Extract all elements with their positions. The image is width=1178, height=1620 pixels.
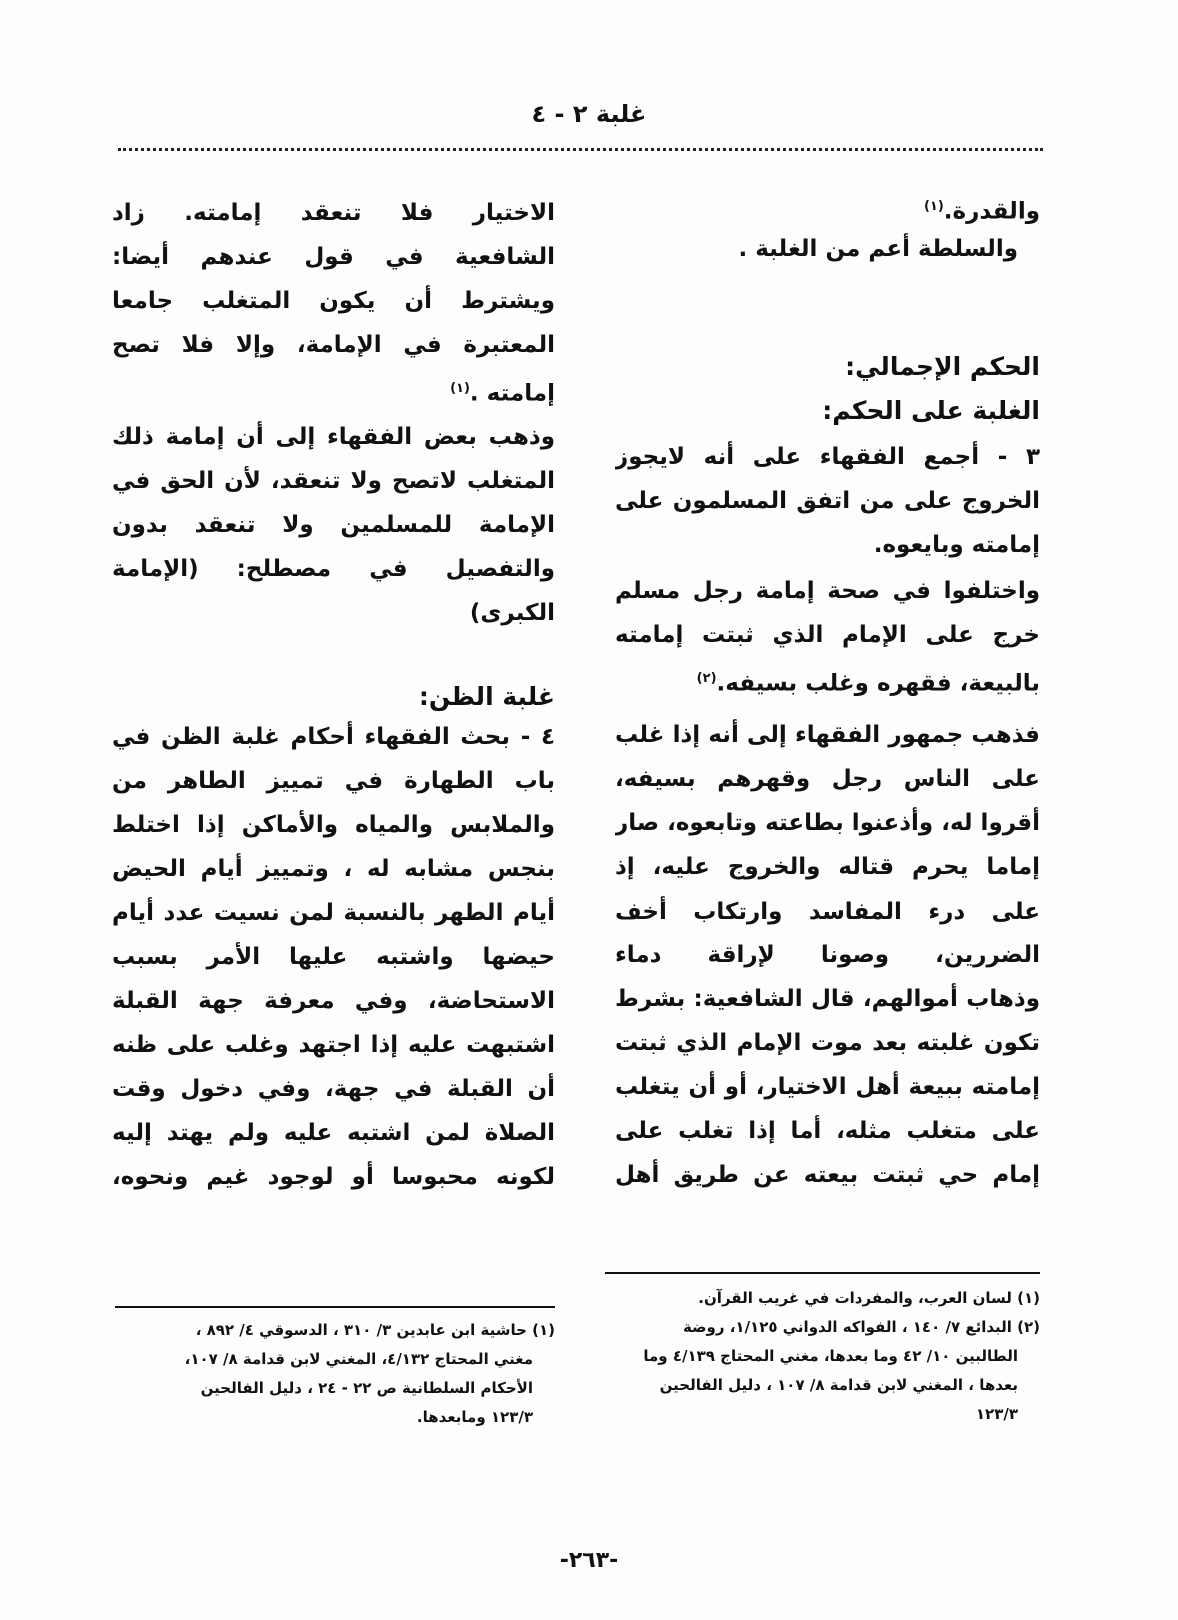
text-line bbox=[112, 328, 555, 362]
footnote-line: ١٢٣/٣ bbox=[975, 1405, 1018, 1423]
left-footnote-separator bbox=[115, 1306, 555, 1308]
text-line bbox=[112, 196, 555, 230]
footnote-line: الأحكام السلطانية ص ٢٢ - ٢٤ ، دليل الفالحين bbox=[200, 1379, 533, 1397]
footnote-reference: (٢) bbox=[696, 671, 717, 686]
text-line bbox=[615, 1026, 1040, 1060]
line-text: أيام الطهر بالنسبة لمن نسيت عدد أيام bbox=[112, 900, 555, 926]
line-text: الكبرى) bbox=[469, 600, 555, 626]
text-line bbox=[615, 190, 1040, 224]
text-line bbox=[615, 850, 1040, 884]
line-text: والقدرة. bbox=[943, 198, 1040, 225]
line-text: الغلبة على الحكم: bbox=[822, 396, 1040, 425]
text-line bbox=[112, 808, 555, 842]
text-line bbox=[112, 464, 555, 498]
text-line bbox=[615, 232, 1040, 266]
line-text: ويشترط أن يكون المتغلب جامعا bbox=[112, 288, 555, 314]
text-line bbox=[615, 528, 1040, 562]
section-heading bbox=[615, 394, 1040, 428]
line-text: بنجس مشابه له ، وتمييز أيام الحيض bbox=[112, 856, 555, 882]
text-line bbox=[112, 420, 555, 454]
text-line bbox=[112, 896, 555, 930]
line-text: غلبة الظن: bbox=[418, 682, 555, 711]
text-line bbox=[112, 508, 555, 542]
footnote-line: بعدها ، المغني لابن قدامة ٨/ ١٠٧ ، دليل الفالحين bbox=[659, 1376, 1018, 1394]
text-line bbox=[112, 1160, 555, 1194]
line-text: خرج على الإمام الذي ثبتت إمامته bbox=[615, 622, 1040, 648]
text-line bbox=[112, 940, 555, 974]
line-text: الصلاة لمن اشتبه عليه ولم يهتد إليه bbox=[112, 1120, 555, 1146]
line-text: تكون غلبته بعد موت الإمام الذي ثبتت bbox=[615, 1030, 1040, 1056]
line-text: إماما يحرم قتاله والخروج عليه، إذ bbox=[615, 854, 1040, 880]
text-line bbox=[615, 574, 1040, 608]
line-text: فذهب جمهور الفقهاء إلى أنه إذا غلب bbox=[615, 722, 1040, 748]
line-text: الاستحاضة، وفي معرفة جهة القبلة bbox=[112, 988, 555, 1014]
text-line bbox=[615, 938, 1040, 972]
footnote-reference: (١) bbox=[450, 381, 470, 396]
section-heading bbox=[615, 350, 1040, 384]
text-line bbox=[112, 984, 555, 1018]
text-line bbox=[112, 240, 555, 274]
line-text: واختلفوا في صحة إمامة رجل مسلم bbox=[615, 578, 1040, 604]
line-text: الحكم الإجمالي: bbox=[845, 352, 1040, 381]
line-text: وذهب بعض الفقهاء إلى أن إمامة ذلك bbox=[112, 424, 555, 450]
line-text: الخروج على من اتفق المسلمون على bbox=[615, 488, 1040, 514]
footnote-line: (١) لسان العرب، والمفردات في غريب القرآن. bbox=[698, 1289, 1040, 1307]
line-text: على درء المفاسد وارتكاب أخف bbox=[615, 899, 1040, 925]
text-line bbox=[615, 484, 1040, 518]
footnote-line: (٢) البدائع ٧/ ١٤٠ ، الفواكه الدواني ١/١٢٥، روضة bbox=[682, 1318, 1040, 1336]
line-text: وذهاب أموالهم، قال الشافعية: بشرط bbox=[615, 986, 1040, 1012]
line-text: الضررين، وصونا لإراقة دماء bbox=[615, 942, 1040, 968]
text-line bbox=[112, 1116, 555, 1150]
section-heading bbox=[112, 680, 555, 714]
line-text: المعتبرة في الإمامة، وإلا فلا تصح bbox=[112, 332, 555, 358]
line-text: أن القبلة في جهة، وفي دخول وقت bbox=[112, 1076, 555, 1102]
text-line bbox=[615, 662, 1040, 696]
footnote-reference: (١) bbox=[923, 199, 944, 214]
line-text: الإمامة للمسلمين ولا تنعقد بدون bbox=[112, 512, 555, 538]
text-line bbox=[112, 1072, 555, 1106]
line-text: اشتبهت عليه إذا اجتهد وغلب على ظنه bbox=[112, 1032, 555, 1058]
text-line bbox=[615, 895, 1040, 929]
line-text: إمامته . bbox=[469, 380, 555, 407]
line-text: إمامته وبايعوه. bbox=[873, 532, 1040, 558]
line-text: والملابس والمياه والأماكن إذا اختلط bbox=[112, 812, 555, 838]
text-line bbox=[112, 552, 555, 586]
text-line bbox=[615, 762, 1040, 796]
text-line bbox=[615, 1158, 1040, 1192]
text-line bbox=[615, 718, 1040, 752]
text-line bbox=[615, 618, 1040, 652]
footnote-line: الطالبين ١٠/ ٤٢ وما بعدها، مغني المحتاج ٤/١٣٩ وما bbox=[643, 1347, 1018, 1365]
text-line bbox=[112, 852, 555, 886]
footnote-line: ١٢٣/٣ ومابعدها. bbox=[416, 1408, 533, 1426]
text-line bbox=[615, 982, 1040, 1016]
text-line bbox=[615, 806, 1040, 840]
right-footnote-separator bbox=[605, 1272, 1040, 1274]
header-divider bbox=[118, 148, 1043, 151]
running-header: غلبة ٢ - ٤ bbox=[531, 100, 647, 128]
line-text: إمام حي ثبتت بيعته عن طريق أهل bbox=[615, 1162, 1040, 1188]
text-line bbox=[112, 1028, 555, 1062]
text-line bbox=[112, 764, 555, 798]
line-text: على الناس رجل وقهرهم بسيفه، bbox=[615, 766, 1040, 792]
text-line bbox=[112, 596, 555, 630]
text-line bbox=[615, 440, 1040, 474]
footnote-line: (١) حاشية ابن عابدين ٣/ ٣١٠ ، الدسوقي ٤/ ٨٩٢ ، bbox=[195, 1321, 555, 1339]
text-line bbox=[615, 1070, 1040, 1104]
line-text: والتفصيل في مصطلح: (الإمامة bbox=[112, 556, 555, 582]
page-number: -٢٦٣- bbox=[559, 1548, 619, 1573]
text-line bbox=[112, 372, 555, 406]
text-line bbox=[112, 284, 555, 318]
line-text: أقروا له، وأذعنوا بطاعته وتابعوه، صار bbox=[615, 810, 1040, 836]
line-text: حيضها واشتبه عليها الأمر بسبب bbox=[112, 944, 555, 970]
line-text: والسلطة أعم من الغلبة . bbox=[738, 236, 1018, 262]
line-text: على متغلب مثله، أما إذا تغلب على bbox=[615, 1118, 1040, 1144]
line-text: لكونه محبوسا أو لوجود غيم ونحوه، bbox=[112, 1164, 555, 1190]
text-line bbox=[112, 720, 555, 754]
text-line bbox=[615, 1114, 1040, 1148]
line-text: باب الطهارة في تمييز الطاهر من bbox=[112, 768, 555, 794]
line-text: الشافعية في قول عندهم أيضا: bbox=[112, 244, 555, 270]
line-text: الاختيار فلا تنعقد إمامته. زاد bbox=[112, 200, 555, 226]
line-text: إمامته ببيعة أهل الاختيار، أو أن يتغلب bbox=[615, 1074, 1040, 1100]
line-text: بالبيعة، فقهره وغلب بسيفه. bbox=[716, 670, 1040, 697]
footnote-line: مغني المحتاج ٤/١٣٢، المغني لابن قدامة ٨/ ١٠٧، bbox=[184, 1350, 533, 1368]
line-text: ٤ - بحث الفقهاء أحكام غلبة الظن في bbox=[112, 724, 555, 750]
line-text: ٣ - أجمع الفقهاء على أنه لايجوز bbox=[615, 444, 1040, 470]
line-text: المتغلب لاتصح ولا تنعقد، لأن الحق في bbox=[112, 468, 555, 494]
